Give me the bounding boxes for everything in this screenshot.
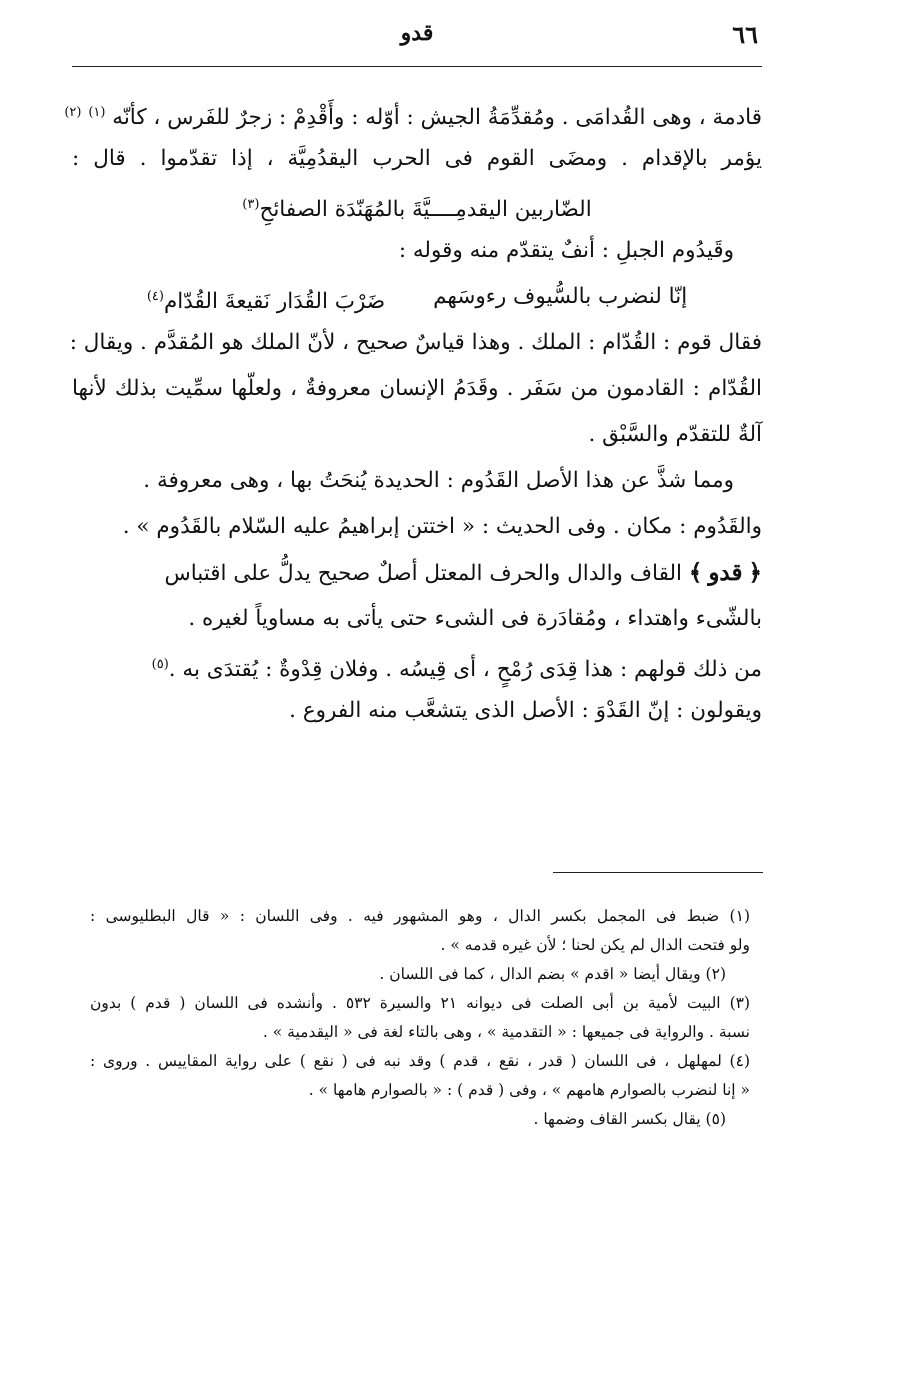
text-line-9: بالشّىء واهتداء ، ومُقادَرة فى الشىء حتى يأتى به مساوياً لغيره . (188, 606, 762, 631)
text-line-3: وقَيدُوم الجبلِ : أنفٌ يتقدّم منه وقوله : (398, 238, 734, 263)
footnote-ref-2: (٢) (64, 105, 82, 120)
verse-hemistich-a: إنّا لنضرب بالسُّيوف رءوسَهم (433, 284, 688, 309)
text-line-6: آلةٌ للتقدّم والسَّبْق . (588, 422, 762, 447)
text-line-2: يؤمر بالإقدام . ومضَى القوم فى الحرب اليقدُمِيَّة ، إذا تقدّموا . قال : (72, 146, 762, 171)
text-line-4: فقال قوم : القُدّام : الملك . وهذا قياسٌ صحيح ، لأنّ الملك هو المُقدَّم . ويقال : (69, 330, 762, 355)
footnote-line: (١) ضبط فى المجمل بكسر الدال ، وهو المشهور فيه . وفى اللسان : « قال البطليوسى : (90, 907, 750, 925)
page-number: ٦٦ (732, 20, 758, 49)
entry-heading: ﴿ قدو ﴾ (689, 559, 762, 586)
footnote-line: (٢) ويقال أيضا « اقدم » بضم الدال ، كما فى اللسان . (379, 965, 726, 983)
text-line-11: ويقولون : إنّ القَدْوَ : الأصل الذى يتشعَّب منه الفروع . (289, 698, 762, 723)
verse-hemistich-b: ضَرْبَ القُدَار نَقيعةَ القُدّام$^{(٤)}$ (146, 289, 386, 315)
footnote-line: (٣) البيت لأمية بن أبى الصلت فى ديوانه ٢١ والسيرة ٥٣٢ . وأنشده فى اللسان ( قدم ) بدون (90, 994, 751, 1012)
footnote-rule (553, 872, 763, 873)
text-line-1: قادمة ، وهى القُدامَى . ومُقدِّمَةُ الجيش : أوّله : وأَقْدِمْ : زجرٌ للفَرس ، كأنّه $^{(١)}$ $^{(٢)}$ (64, 105, 762, 131)
footnote-ref-3: (٣) (242, 197, 260, 212)
footnotes (90, 902, 750, 1134)
page-header (72, 20, 762, 60)
footnote-line: (٥) يقال بكسر القاف وضمها . (533, 1110, 726, 1128)
footnote-line: ولو فتحت الدال لم يكن لحنا ؛ لأن غيره قدمه » . (440, 936, 750, 954)
footnote-ref-1: (١) (88, 105, 106, 120)
running-title: قدو (400, 20, 434, 46)
verse-line-1: الضّاربين اليقدمِــــيَّةَ بالمُهَنّدَة الصفائحِ$^{(٣)}$ (242, 197, 592, 223)
footnote-line: « إنا لنضرب بالصوارم هامهم » ، وفى ( قدم ) : « بالصوارم هامها » . (308, 1081, 750, 1099)
header-rule (72, 66, 762, 67)
verse-line-2 (72, 274, 762, 320)
footnote-ref-5: (٥) (151, 657, 169, 672)
main-text (64, 90, 762, 734)
text-line-8: والقَدُوم : مكان . وفى الحديث : « اختتن إبراهيمُ عليه السّلام بالقَدُوم » . (122, 514, 762, 539)
footnote-ref-4: (٤) (146, 289, 164, 304)
entry-text: القاف والدال والحرف المعتل أصلٌ صحيح يدلُّ على اقتباس (164, 561, 682, 586)
text-line-10: من ذلك قولهم : هذا قِدَى رُمْحٍ ، أى قِيسُه . وفلان قِدْوةٌ : يُقتدَى به .$^{(٥)}$ (151, 657, 762, 683)
footnote-line: (٤) لمهلهل ، فى اللسان ( قدر ، نقع ، قدم ) وقد نبه فى ( نقع ) على رواية المقاييس . وروى : (90, 1052, 750, 1070)
text-line-7: ومما شذَّ عن هذا الأصل القَدُوم : الحديدة يُنحَتُ بها ، وهى معروفة . (143, 468, 734, 493)
text-line-5: القُدّام : القادمون من سَفَر . وقَدَمُ الإنسان معروفةٌ ، ولعلّها سمِّيت بذلك لأنها (72, 376, 762, 401)
footnote-line: نسبة . والرواية فى جميعها : « التقدمية » ، وهى بالتاء لغة فى « اليقدمية » . (262, 1023, 750, 1041)
entry-line (72, 550, 762, 596)
